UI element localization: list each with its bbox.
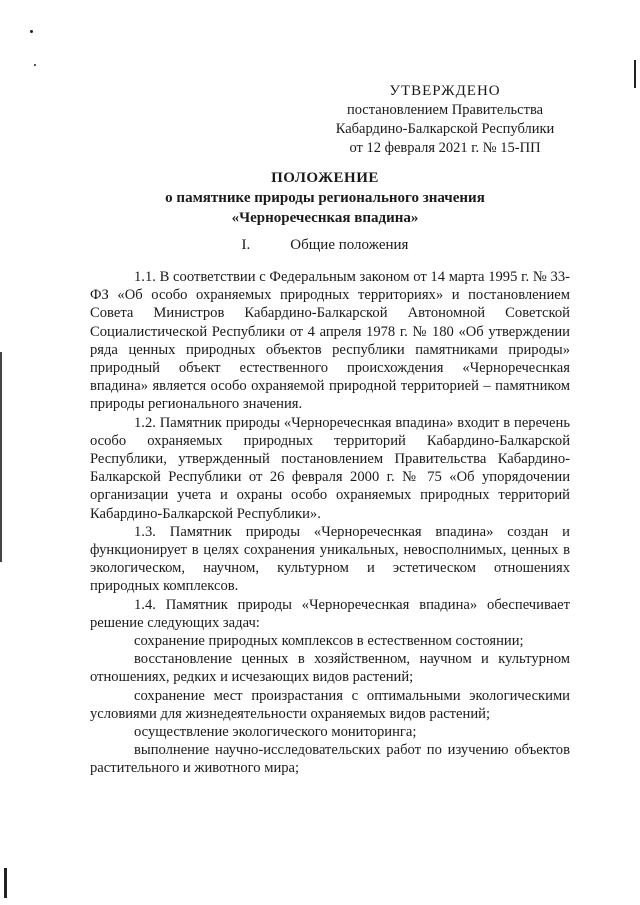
section-name: Общие положения [290, 237, 409, 253]
task-item: сохранение природных комплексов в естественном состоянии; [134, 633, 524, 650]
paragraph: 1.2. Памятник природы «Черноречеснкая впадина» входит в перечень особо охраняемых природных территорий Кабардино-Балкарской Республики, утвержденный постановлением Правительства Кабардино-Балкарской Республики от 26 февраля 2000 г. № 75 «Об упорядочении организации учета и охраны особо охраняемых природных территорий Кабардино-Балкарской Республики». [90, 414, 570, 522]
task-item: сохранение мест произрастания с оптимальными экологическими условиями для жизнедеятельности охраняемых видов растений; [90, 687, 570, 722]
scan-speck [30, 30, 33, 33]
section-number: I. [241, 237, 251, 253]
document-body [90, 268, 570, 778]
scan-edge-mark [634, 60, 636, 88]
scan-speck [34, 64, 36, 66]
approval-heading: УТВЕРЖДЕНО [389, 83, 501, 99]
approval-line: Кабардино-Балкарской Республики [335, 121, 555, 137]
document-title [90, 168, 560, 228]
task-item: выполнение научно-исследовательских работ по изучению объектов растительного и животного мира; [90, 742, 570, 777]
title-subtitle: «Черноречеснкая впадина» [231, 210, 419, 226]
title-main: ПОЛОЖЕНИЕ [271, 170, 379, 186]
title-subtitle: о памятнике природы регионального значения [165, 190, 485, 206]
task-item: осуществление экологического мониторинга; [134, 724, 417, 741]
paragraph: 1.3. Памятник природы «Черноречеснкая впадина» создан и функционирует в целях сохранения уникальных, невосполнимых, ценных в экологическом, научном, культурном и эстетическом отношениях природных комплексов. [90, 523, 570, 595]
approval-date: от 12 февраля 2021 г. № 15-ПП [349, 140, 541, 156]
approval-line: постановлением Правительства [346, 102, 544, 118]
section-heading [90, 237, 560, 254]
scan-edge-mark [0, 352, 2, 562]
paragraph: 1.4. Памятник природы «Черноречеснкая впадина» обеспечивает решение следующих задач: [90, 596, 570, 631]
task-item: восстановление ценных в хозяйственном, научном и культурном отношениях, редких и исчезающих видов растений; [90, 651, 570, 686]
scan-edge-mark [4, 868, 7, 898]
paragraph: 1.1. В соответствии с Федеральным законом от 14 марта 1995 г. № 33-ФЗ «Об особо охраняемых природных территориях» и постановлением Совета Министров Кабардино-Балкарской Автономной Советской Социалистической Республики от 4 апреля 1978 г. № 180 «Об утверждении ряда ценных природных объектов республики памятниками природы» природный объект естественного происхождения «Черноречеснкая впадина» является особо охраняемой природной территорией – памятником природы регионального значения. [90, 269, 570, 413]
approval-stamp [330, 82, 560, 158]
